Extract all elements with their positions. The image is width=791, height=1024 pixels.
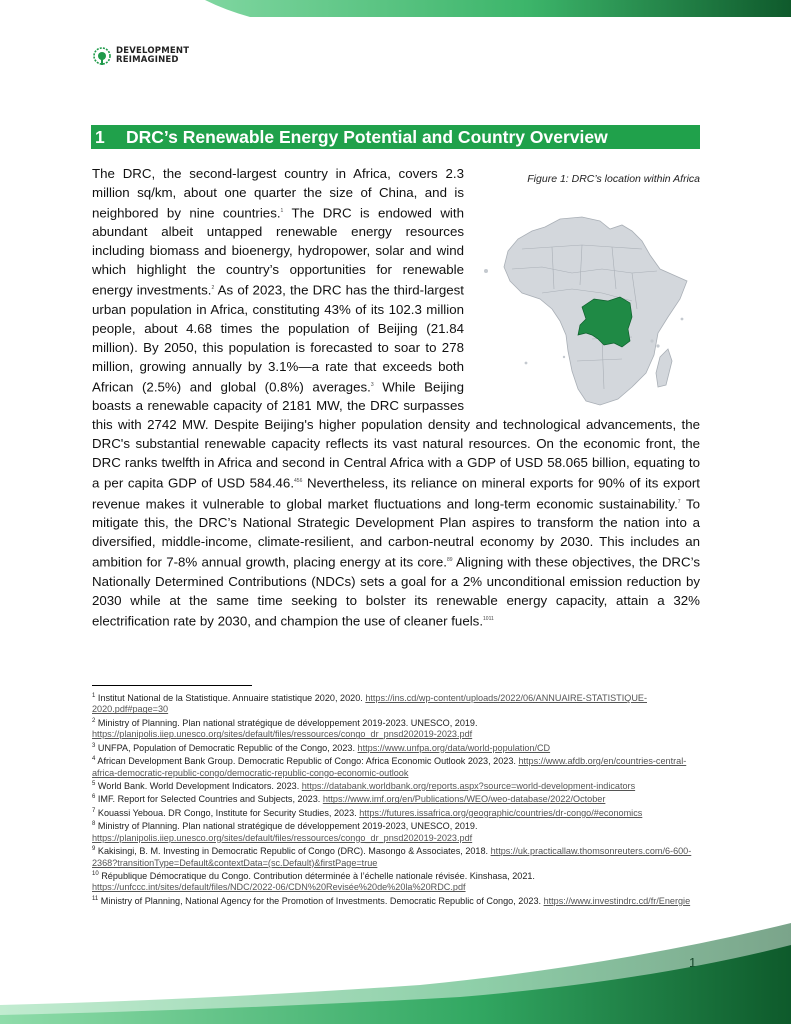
footnote-text: UNFPA, Population of Democratic Republic of the Congo, 2023. — [97, 742, 358, 753]
body-text-1: The DRC, the second-largest country in Africa, covers 2.3 million sq/km, about one quarter the size of China, and is neighbored by nine countries. — [92, 166, 464, 221]
body-paragraph — [92, 164, 700, 630]
footnote-text: Kakisingi, B. M. Investing in Democratic Republic of Congo (DRC). Masongo & Associates, 2018. — [97, 846, 491, 857]
island — [563, 356, 565, 358]
footnote-number: 6 — [92, 794, 96, 801]
footnote-ref[interactable]: 1011 — [483, 615, 494, 622]
footnotes — [92, 691, 707, 907]
footnote-link[interactable]: https://www.unfpa.org/data/world-population/CD — [357, 742, 551, 753]
figure-1 — [482, 164, 700, 409]
section-heading — [91, 125, 700, 149]
footnote — [92, 716, 707, 741]
footnote-number: 3 — [92, 742, 96, 749]
footnote-link[interactable]: https://databank.worldbank.org/reports.aspx?source=world-development-indicators — [301, 781, 636, 791]
footnote-link[interactable]: https://uk.practicallaw.thomsonreuters.com/6-600-2368?transitionType=Default&contextData=(sc.Default)&firstPage=true — [92, 846, 692, 868]
madagascar — [656, 349, 672, 387]
footnote-ref[interactable]: 1 — [280, 208, 284, 214]
section-title: DRC’s Renewable Energy Potential and Country Overview — [126, 127, 608, 147]
body-text-7: Aligning with these objectives, the DRC’s Nationally Determined Contributions (NDCs) sets a goal for a 2% unconditional emission reduction by 2030 while at the same time seeking to bolster its renewable energy capacity, attain a 32% electrification rate by 2030, and champion the use of cleaner fuels. — [92, 554, 701, 628]
footnote — [92, 792, 707, 805]
footnote-ref[interactable]: 3 — [370, 381, 374, 388]
footnote — [92, 691, 707, 716]
footnote-text: Kouassi Yeboua. DR Congo, Institute for Security Studies, 2023. — [97, 807, 360, 818]
figure-caption: Figure 1: DRC’s location within Africa — [527, 173, 700, 185]
footnote-text: Ministry of Planning, National Agency for the Promotion of Investments. Democratic Republic of Congo, 2023. — [100, 895, 544, 906]
footnote — [92, 869, 707, 894]
footnote — [92, 754, 707, 779]
body-text-3: As of 2023, the DRC has the third-largest urban population in Africa, constituting 43% of its 102.3 million people, about 4.68 times the population of Beijing (21.84 million). By 2050, this population is forecasted to soar to 278 million, growing annually by 3.1%—a rate that exceeds both African (2.5%) and global (0.8%) averages. — [92, 282, 464, 395]
footnote-number: 5 — [92, 780, 96, 787]
footnote-text: African Development Bank Group. Democratic Republic of Congo: Africa Economic Outlook 2023, 2023. — [97, 756, 519, 767]
footnote-number: 9 — [92, 846, 96, 853]
footnote — [92, 844, 707, 869]
footnote-divider — [92, 685, 252, 686]
footnote-ref[interactable]: 7 — [677, 498, 681, 505]
footnote-text: IMF. Report for Selected Countries and Subjects, 2023. — [97, 794, 323, 805]
footnote-text: République Démocratique du Congo. Contribution déterminée à l’échelle nationale révisée. Kinshasa, 2021. — [101, 871, 535, 881]
footnote-text: Institut National de la Statistique. Annuaire statistique 2020, 2020. — [97, 693, 366, 704]
footnote-ref[interactable]: 89 — [446, 557, 453, 564]
body-text-4: While Beijing boasts a renewable capacity of 2181 MW, the DRC surpasses this with 2742 MW. Despite Beijing's higher population density and technological advancements, the DRC's substantial renewable capacity reflects its vast natural resources. On the economic front, the DRC ranks twelfth in Africa and second in Central Africa with a GDP of USD 58.065 billion, equating to a per capita GDP of USD 584.46. — [92, 379, 700, 491]
footnote-ref[interactable]: 2 — [211, 285, 215, 292]
africa-map — [482, 189, 700, 414]
organization-logo — [92, 46, 189, 66]
footnote-link[interactable]: https://unfccc.int/sites/default/files/NDC/2022-06/CDN%20Revisée%20de%20la%20RDC.pdf — [92, 882, 466, 893]
footnote-text: Ministry of Planning. Plan national stratégique de développement 2019-2023, UNESCO, 2019. — [97, 821, 478, 832]
bottom-decorative-wave — [0, 905, 791, 1024]
island — [656, 344, 659, 347]
footnote-link[interactable]: https://planipolis.iiep.unesco.org/sites/default/files/ressources/congo_dr_pnsd202019-2023.pdf — [92, 729, 473, 740]
island — [484, 269, 488, 273]
body-text-5: Nevertheless, its reliance on mineral exports for 90% of its export revenue makes it vulnerable to global market fluctuations and long-term economic sustainability. — [92, 475, 700, 512]
footnote — [92, 806, 707, 819]
footnote — [92, 741, 707, 754]
footnote-text: World Bank. World Development Indicators. 2023. — [97, 781, 302, 791]
footnote-link[interactable]: https://ins.cd/wp-content/uploads/2022/06/ANNUAIRE-STATISTIQUE-2020.pdf#page=30 — [92, 693, 647, 715]
footnote-number: 8 — [92, 821, 96, 828]
footnote-link[interactable]: https://www.investindrc.cd/fr/Energie — [543, 895, 691, 906]
top-decorative-band — [0, 0, 791, 17]
globe-icon — [92, 46, 112, 66]
footnote-ref[interactable]: 456 — [294, 478, 303, 485]
island — [650, 339, 653, 342]
footnote-link[interactable]: https://futures.issafrica.org/geographic/countries/dr-congo/#economics — [359, 807, 643, 818]
footnote-number: 7 — [92, 807, 96, 814]
footnote-number: 1 — [92, 693, 96, 699]
footnote-number: 11 — [92, 895, 99, 902]
footnote-number: 2 — [92, 717, 96, 724]
footnote-number: 10 — [92, 870, 99, 877]
footnote — [92, 819, 707, 844]
footnote-link[interactable]: https://www.afdb.org/en/countries-central-africa-democratic-republic-congo/democratic-republic-congo-economic-outlook — [92, 756, 687, 778]
island — [525, 362, 528, 365]
footnote — [92, 779, 707, 792]
island — [681, 318, 684, 321]
footnote-text: Ministry of Planning. Plan national stratégique de développement 2019-2023. UNESCO, 2019. — [97, 717, 478, 728]
footnote-link[interactable]: https://www.imf.org/en/Publications/WEO/weo-database/2022/October — [322, 794, 606, 805]
footnote-link[interactable]: https://planipolis.iiep.unesco.org/sites/default/files/ressources/congo_dr_pnsd202019-2023.pdf — [92, 832, 473, 843]
body-text-2: The DRC is endowed with abundant albeit untapped renewable energy resources including biomass and bioenergy, hydropower, solar and wind which highlight the country’s opportunities for renewable energy investments. — [92, 205, 464, 298]
logo-line-2: REIMAGINED — [116, 55, 179, 65]
logo-line-1: DEVELOPMENT — [116, 46, 190, 56]
footnote-number: 4 — [92, 756, 96, 763]
body-text-6: To mitigate this, the DRC’s National Strategic Development Plan aspires to transform the nation into a diversified, middle-income, climate-resilient, and carbon-neutral economy by 2030. This includes an ambition for 7-8% annual growth, placing energy at its core. — [92, 496, 700, 570]
section-number: 1 — [95, 127, 105, 147]
